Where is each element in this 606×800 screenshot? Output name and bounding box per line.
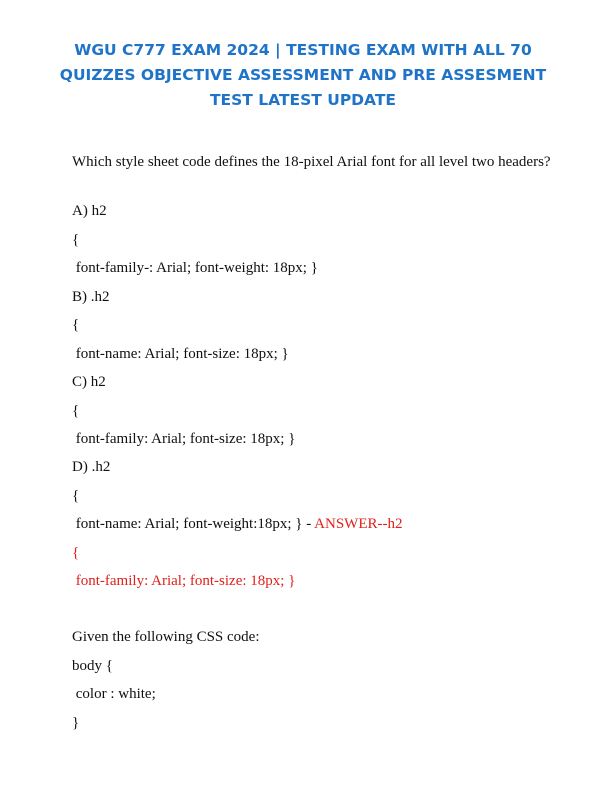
title-line-1: WGU C777 EXAM 2024 | TESTING EXAM WITH ALL 70	[74, 41, 532, 59]
answer-open-brace: {	[72, 545, 80, 561]
title-line-2: QUIZZES OBJECTIVE ASSESSMENT AND PRE ASSESMENT	[59, 66, 547, 84]
option-a-label: A) h2	[72, 203, 107, 219]
document-title	[40, 38, 566, 113]
option-b-body: font-name: Arial; font-size: 18px; }	[72, 346, 289, 362]
option-d-open-brace: {	[72, 488, 80, 504]
option-a-open-brace: {	[72, 232, 80, 248]
option-d-line	[72, 515, 562, 534]
option-c-open-brace: {	[72, 403, 80, 419]
question-2-text: Given the following CSS code:	[72, 629, 260, 645]
answer-label: ANSWER--h2	[314, 516, 403, 532]
question-2-code-line-2: color : white;	[72, 686, 156, 702]
option-c-label: C) h2	[72, 374, 106, 390]
question-2-code-line-1: body {	[72, 658, 113, 674]
option-b-open-brace: {	[72, 317, 80, 333]
option-c-body: font-family: Arial; font-size: 18px; }	[72, 431, 296, 447]
option-b-label: B) .h2	[72, 289, 110, 305]
answer-body: font-family: Arial; font-size: 18px; }	[72, 573, 296, 589]
option-d-label: D) .h2	[72, 459, 111, 475]
title-line-3: TEST LATEST UPDATE	[209, 91, 397, 109]
question-1-text: Which style sheet code defines the 18-pixel Arial font for all level two headers?	[72, 154, 551, 170]
option-d-body: font-name: Arial; font-weight:18px; } -	[72, 516, 315, 532]
question-2-code-line-3: }	[72, 715, 80, 731]
option-a-body: font-family-: Arial; font-weight: 18px; }	[72, 260, 318, 276]
